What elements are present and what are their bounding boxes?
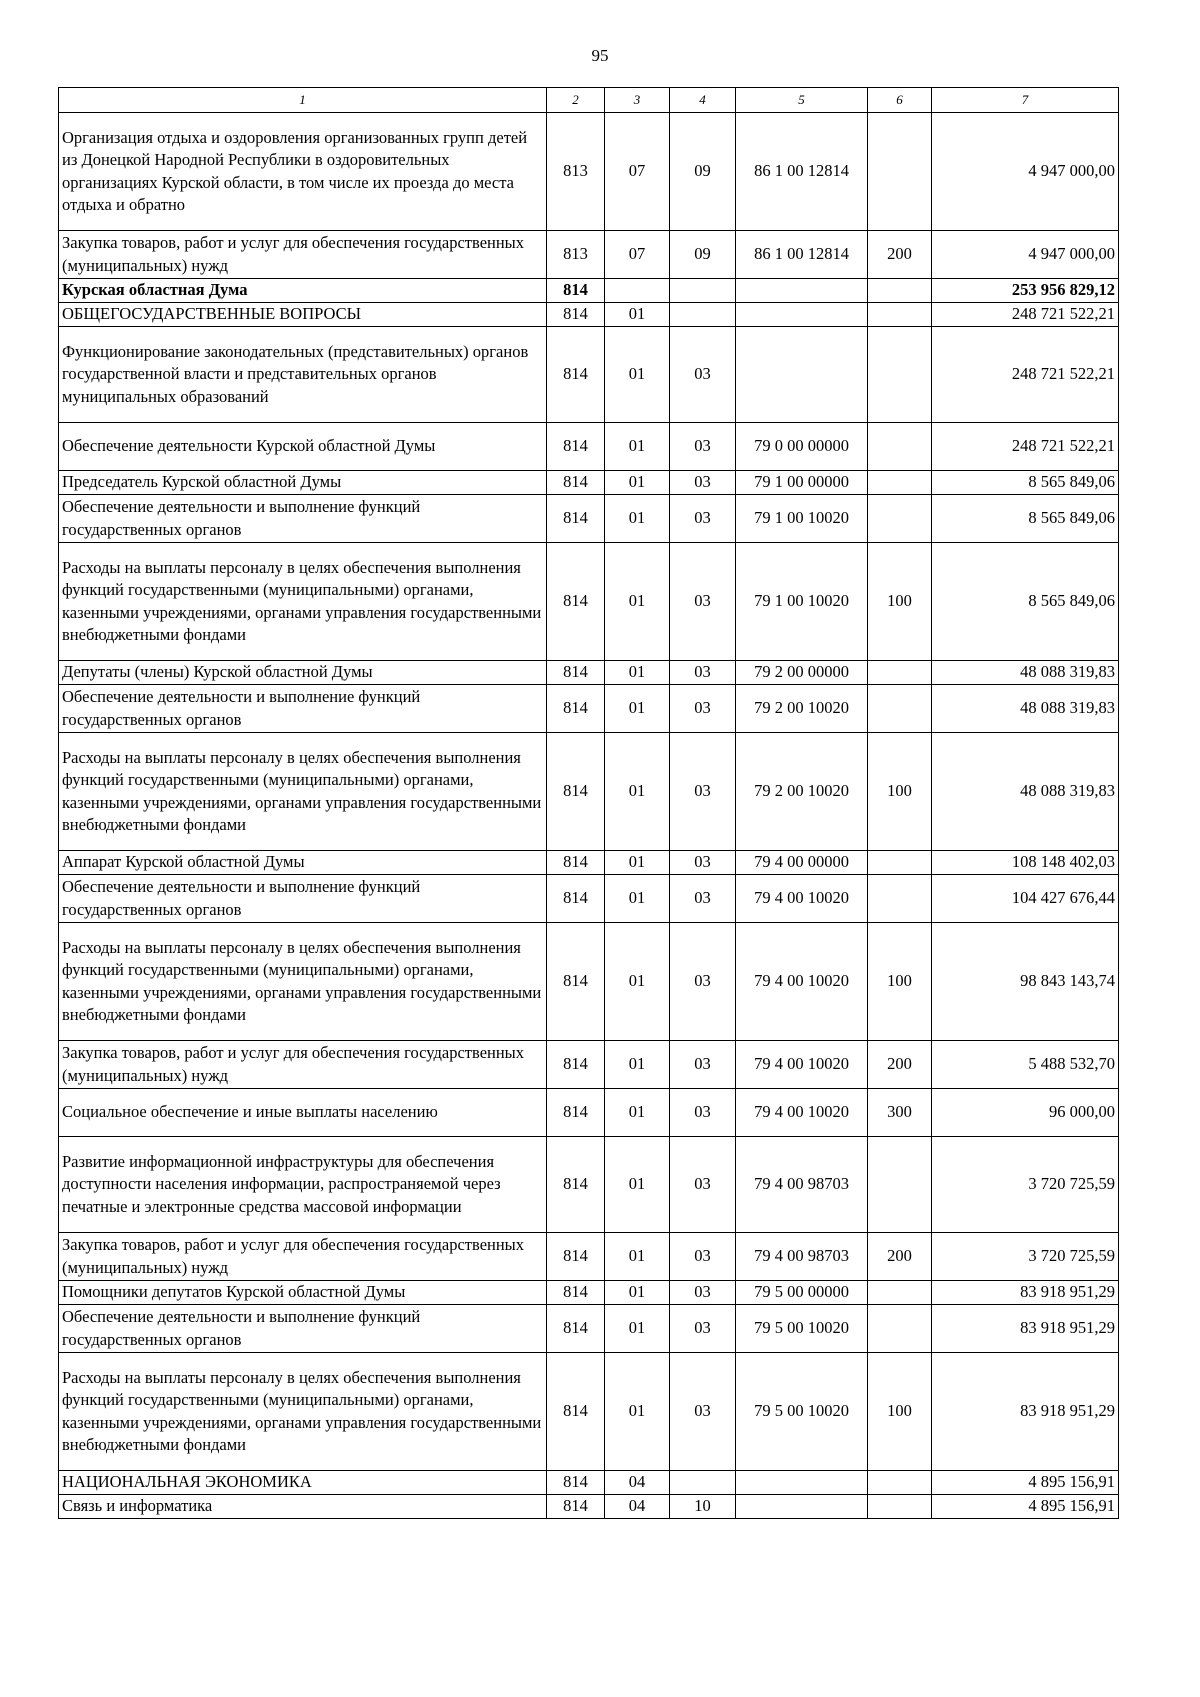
row-name: Депутаты (члены) Курской областной Думы bbox=[59, 661, 547, 685]
row-code-5: 79 4 00 98703 bbox=[736, 1233, 868, 1281]
row-code-5: 79 5 00 10020 bbox=[736, 1353, 868, 1471]
row-code-6 bbox=[868, 1281, 932, 1305]
header-col-6: 6 bbox=[868, 88, 932, 113]
row-code-2: 814 bbox=[547, 851, 605, 875]
row-code-3: 04 bbox=[605, 1471, 670, 1495]
row-code-5: 79 4 00 98703 bbox=[736, 1137, 868, 1233]
table-row bbox=[59, 471, 1119, 495]
table-row bbox=[59, 423, 1119, 471]
table-row bbox=[59, 851, 1119, 875]
row-code-2: 814 bbox=[547, 1305, 605, 1353]
row-code-6 bbox=[868, 1305, 932, 1353]
row-code-6 bbox=[868, 303, 932, 327]
table-row bbox=[59, 231, 1119, 279]
row-code-2: 814 bbox=[547, 1495, 605, 1519]
row-code-4: 03 bbox=[670, 543, 736, 661]
table-row bbox=[59, 1305, 1119, 1353]
row-code-2: 814 bbox=[547, 471, 605, 495]
row-name: Обеспечение деятельности Курской областной Думы bbox=[59, 423, 547, 471]
table-row bbox=[59, 113, 1119, 231]
row-code-5 bbox=[736, 1495, 868, 1519]
row-code-6: 100 bbox=[868, 733, 932, 851]
row-sum: 48 088 319,83 bbox=[932, 661, 1119, 685]
table-row bbox=[59, 685, 1119, 733]
table-row bbox=[59, 1471, 1119, 1495]
row-code-5: 79 4 00 00000 bbox=[736, 851, 868, 875]
row-code-6: 100 bbox=[868, 923, 932, 1041]
header-col-3: 3 bbox=[605, 88, 670, 113]
row-code-5 bbox=[736, 1471, 868, 1495]
row-name: Расходы на выплаты персоналу в целях обеспечения выполнения функций государственными (муниципальными) органами, казенными учреждениями, органами управления государственными внебюджетными фондами bbox=[59, 1353, 547, 1471]
row-code-4: 03 bbox=[670, 733, 736, 851]
row-code-3: 01 bbox=[605, 327, 670, 423]
row-code-4: 03 bbox=[670, 661, 736, 685]
row-code-3: 01 bbox=[605, 471, 670, 495]
row-code-5: 79 2 00 10020 bbox=[736, 685, 868, 733]
row-sum: 96 000,00 bbox=[932, 1089, 1119, 1137]
row-code-6 bbox=[868, 661, 932, 685]
row-code-2: 814 bbox=[547, 495, 605, 543]
row-code-3: 01 bbox=[605, 495, 670, 543]
row-name: Обеспечение деятельности и выполнение функций государственных органов bbox=[59, 685, 547, 733]
row-code-4: 03 bbox=[670, 1233, 736, 1281]
row-sum: 248 721 522,21 bbox=[932, 423, 1119, 471]
row-sum: 83 918 951,29 bbox=[932, 1281, 1119, 1305]
row-sum: 104 427 676,44 bbox=[932, 875, 1119, 923]
row-name: Расходы на выплаты персоналу в целях обеспечения выполнения функций государственными (муниципальными) органами, казенными учреждениями, органами управления государственными внебюджетными фондами bbox=[59, 923, 547, 1041]
row-code-6: 100 bbox=[868, 1353, 932, 1471]
row-code-2: 814 bbox=[547, 1471, 605, 1495]
table-row bbox=[59, 661, 1119, 685]
row-code-3: 01 bbox=[605, 543, 670, 661]
table-row bbox=[59, 1233, 1119, 1281]
header-row bbox=[59, 88, 1119, 113]
row-code-6 bbox=[868, 471, 932, 495]
row-name: Функционирование законодательных (представительных) органов государственной власти и представительных органов муниципальных образований bbox=[59, 327, 547, 423]
row-code-3: 01 bbox=[605, 1137, 670, 1233]
row-name: Расходы на выплаты персоналу в целях обеспечения выполнения функций государственными (муниципальными) органами, казенными учреждениями, органами управления государственными внебюджетными фондами bbox=[59, 543, 547, 661]
row-code-4: 03 bbox=[670, 327, 736, 423]
row-name: Закупка товаров, работ и услуг для обеспечения государственных (муниципальных) нужд bbox=[59, 1233, 547, 1281]
row-code-4 bbox=[670, 303, 736, 327]
row-code-4: 09 bbox=[670, 231, 736, 279]
table-row bbox=[59, 543, 1119, 661]
row-code-5: 79 2 00 00000 bbox=[736, 661, 868, 685]
row-code-3: 01 bbox=[605, 1089, 670, 1137]
row-code-4: 03 bbox=[670, 495, 736, 543]
row-code-4: 03 bbox=[670, 471, 736, 495]
row-code-5 bbox=[736, 303, 868, 327]
header-col-4: 4 bbox=[670, 88, 736, 113]
row-name: Обеспечение деятельности и выполнение функций государственных органов bbox=[59, 875, 547, 923]
row-code-6: 100 bbox=[868, 543, 932, 661]
row-code-2: 814 bbox=[547, 1353, 605, 1471]
table-row bbox=[59, 733, 1119, 851]
row-code-5: 79 4 00 10020 bbox=[736, 1041, 868, 1089]
row-sum: 108 148 402,03 bbox=[932, 851, 1119, 875]
row-name: НАЦИОНАЛЬНАЯ ЭКОНОМИКА bbox=[59, 1471, 547, 1495]
row-code-6 bbox=[868, 685, 932, 733]
table-row bbox=[59, 303, 1119, 327]
row-name: Помощники депутатов Курской областной Думы bbox=[59, 1281, 547, 1305]
row-code-3: 01 bbox=[605, 303, 670, 327]
row-code-6 bbox=[868, 1471, 932, 1495]
row-code-4: 03 bbox=[670, 1305, 736, 1353]
row-sum: 98 843 143,74 bbox=[932, 923, 1119, 1041]
row-name: Председатель Курской областной Думы bbox=[59, 471, 547, 495]
row-name: Обеспечение деятельности и выполнение функций государственных органов bbox=[59, 495, 547, 543]
row-name: Развитие информационной инфраструктуры для обеспечения доступности населения информации, распространяемой через печатные и электронные средства массовой информации bbox=[59, 1137, 547, 1233]
row-name: ОБЩЕГОСУДАРСТВЕННЫЕ ВОПРОСЫ bbox=[59, 303, 547, 327]
budget-table bbox=[58, 87, 1119, 1519]
row-code-2: 814 bbox=[547, 875, 605, 923]
row-code-2: 814 bbox=[547, 1089, 605, 1137]
row-name: Закупка товаров, работ и услуг для обеспечения государственных (муниципальных) нужд bbox=[59, 231, 547, 279]
row-name: Социальное обеспечение и иные выплаты населению bbox=[59, 1089, 547, 1137]
table-row bbox=[59, 1041, 1119, 1089]
row-code-5: 86 1 00 12814 bbox=[736, 113, 868, 231]
table-row bbox=[59, 279, 1119, 303]
row-code-3: 01 bbox=[605, 875, 670, 923]
row-code-4: 03 bbox=[670, 1041, 736, 1089]
row-sum: 83 918 951,29 bbox=[932, 1353, 1119, 1471]
row-code-4 bbox=[670, 279, 736, 303]
row-sum: 4 895 156,91 bbox=[932, 1471, 1119, 1495]
row-code-4 bbox=[670, 1471, 736, 1495]
row-code-4: 03 bbox=[670, 1137, 736, 1233]
row-sum: 248 721 522,21 bbox=[932, 303, 1119, 327]
row-code-4: 03 bbox=[670, 923, 736, 1041]
row-code-3: 01 bbox=[605, 923, 670, 1041]
row-code-5 bbox=[736, 279, 868, 303]
row-code-2: 813 bbox=[547, 113, 605, 231]
row-code-2: 814 bbox=[547, 1041, 605, 1089]
row-sum: 248 721 522,21 bbox=[932, 327, 1119, 423]
table-row bbox=[59, 327, 1119, 423]
row-code-6 bbox=[868, 1137, 932, 1233]
table-row bbox=[59, 1353, 1119, 1471]
row-code-2: 814 bbox=[547, 543, 605, 661]
row-code-6 bbox=[868, 851, 932, 875]
row-code-3: 01 bbox=[605, 661, 670, 685]
row-code-3 bbox=[605, 279, 670, 303]
row-code-4: 09 bbox=[670, 113, 736, 231]
row-name: Организация отдыха и оздоровления организованных групп детей из Донецкой Народной Республики в оздоровительных организациях Курской области, в том числе их проезда до места отдыха и обратно bbox=[59, 113, 547, 231]
row-code-3: 07 bbox=[605, 113, 670, 231]
row-code-5: 79 1 00 00000 bbox=[736, 471, 868, 495]
row-code-2: 814 bbox=[547, 733, 605, 851]
row-code-3: 01 bbox=[605, 1305, 670, 1353]
table-row bbox=[59, 1281, 1119, 1305]
row-code-6: 200 bbox=[868, 1233, 932, 1281]
row-name: Обеспечение деятельности и выполнение функций государственных органов bbox=[59, 1305, 547, 1353]
row-code-5: 79 4 00 10020 bbox=[736, 1089, 868, 1137]
table-row bbox=[59, 923, 1119, 1041]
row-code-5: 79 1 00 10020 bbox=[736, 495, 868, 543]
row-code-2: 814 bbox=[547, 327, 605, 423]
row-code-5: 86 1 00 12814 bbox=[736, 231, 868, 279]
row-sum: 3 720 725,59 bbox=[932, 1233, 1119, 1281]
row-sum: 83 918 951,29 bbox=[932, 1305, 1119, 1353]
row-sum: 5 488 532,70 bbox=[932, 1041, 1119, 1089]
row-code-4: 03 bbox=[670, 685, 736, 733]
row-code-3: 01 bbox=[605, 851, 670, 875]
row-code-3: 07 bbox=[605, 231, 670, 279]
row-code-6 bbox=[868, 495, 932, 543]
row-code-3: 01 bbox=[605, 685, 670, 733]
row-code-6: 200 bbox=[868, 1041, 932, 1089]
row-code-5: 79 5 00 00000 bbox=[736, 1281, 868, 1305]
row-code-5: 79 5 00 10020 bbox=[736, 1305, 868, 1353]
row-code-6 bbox=[868, 327, 932, 423]
row-code-6 bbox=[868, 1495, 932, 1519]
row-code-2: 814 bbox=[547, 1281, 605, 1305]
row-sum: 4 947 000,00 bbox=[932, 113, 1119, 231]
row-code-2: 814 bbox=[547, 661, 605, 685]
row-code-6 bbox=[868, 279, 932, 303]
table-row bbox=[59, 495, 1119, 543]
table-row bbox=[59, 1495, 1119, 1519]
row-sum: 8 565 849,06 bbox=[932, 471, 1119, 495]
row-code-6 bbox=[868, 423, 932, 471]
row-code-4: 10 bbox=[670, 1495, 736, 1519]
row-code-5: 79 0 00 00000 bbox=[736, 423, 868, 471]
row-code-3: 01 bbox=[605, 1041, 670, 1089]
row-sum: 4 895 156,91 bbox=[932, 1495, 1119, 1519]
row-name: Расходы на выплаты персоналу в целях обеспечения выполнения функций государственными (муниципальными) органами, казенными учреждениями, органами управления государственными внебюджетными фондами bbox=[59, 733, 547, 851]
header-col-7: 7 bbox=[932, 88, 1119, 113]
header-col-2: 2 bbox=[547, 88, 605, 113]
row-sum: 3 720 725,59 bbox=[932, 1137, 1119, 1233]
table-row bbox=[59, 1137, 1119, 1233]
table-row bbox=[59, 1089, 1119, 1137]
row-code-3: 01 bbox=[605, 1233, 670, 1281]
row-code-4: 03 bbox=[670, 423, 736, 471]
row-sum: 48 088 319,83 bbox=[932, 685, 1119, 733]
row-name: Курская областная Дума bbox=[59, 279, 547, 303]
row-code-3: 01 bbox=[605, 1281, 670, 1305]
row-code-4: 03 bbox=[670, 1353, 736, 1471]
row-code-6 bbox=[868, 113, 932, 231]
row-sum: 4 947 000,00 bbox=[932, 231, 1119, 279]
row-code-6 bbox=[868, 875, 932, 923]
row-code-4: 03 bbox=[670, 1281, 736, 1305]
row-code-2: 814 bbox=[547, 1233, 605, 1281]
row-sum: 253 956 829,12 bbox=[932, 279, 1119, 303]
row-code-5: 79 4 00 10020 bbox=[736, 923, 868, 1041]
row-code-4: 03 bbox=[670, 851, 736, 875]
row-code-6: 300 bbox=[868, 1089, 932, 1137]
row-name: Закупка товаров, работ и услуг для обеспечения государственных (муниципальных) нужд bbox=[59, 1041, 547, 1089]
row-code-2: 814 bbox=[547, 685, 605, 733]
row-name: Аппарат Курской областной Думы bbox=[59, 851, 547, 875]
row-sum: 8 565 849,06 bbox=[932, 495, 1119, 543]
row-code-5: 79 1 00 10020 bbox=[736, 543, 868, 661]
row-sum: 8 565 849,06 bbox=[932, 543, 1119, 661]
row-code-4: 03 bbox=[670, 1089, 736, 1137]
row-code-3: 01 bbox=[605, 423, 670, 471]
row-code-2: 813 bbox=[547, 231, 605, 279]
row-code-3: 01 bbox=[605, 1353, 670, 1471]
table-row bbox=[59, 875, 1119, 923]
row-code-2: 814 bbox=[547, 923, 605, 1041]
row-code-3: 04 bbox=[605, 1495, 670, 1519]
header-col-1: 1 bbox=[59, 88, 547, 113]
row-sum: 48 088 319,83 bbox=[932, 733, 1119, 851]
row-code-2: 814 bbox=[547, 303, 605, 327]
row-code-2: 814 bbox=[547, 423, 605, 471]
header-col-5: 5 bbox=[736, 88, 868, 113]
row-code-5 bbox=[736, 327, 868, 423]
row-code-2: 814 bbox=[547, 279, 605, 303]
row-code-2: 814 bbox=[547, 1137, 605, 1233]
row-code-4: 03 bbox=[670, 875, 736, 923]
row-code-3: 01 bbox=[605, 733, 670, 851]
row-code-6: 200 bbox=[868, 231, 932, 279]
row-code-5: 79 2 00 10020 bbox=[736, 733, 868, 851]
row-code-5: 79 4 00 10020 bbox=[736, 875, 868, 923]
row-name: Связь и информатика bbox=[59, 1495, 547, 1519]
page-number: 95 bbox=[591, 46, 609, 65]
